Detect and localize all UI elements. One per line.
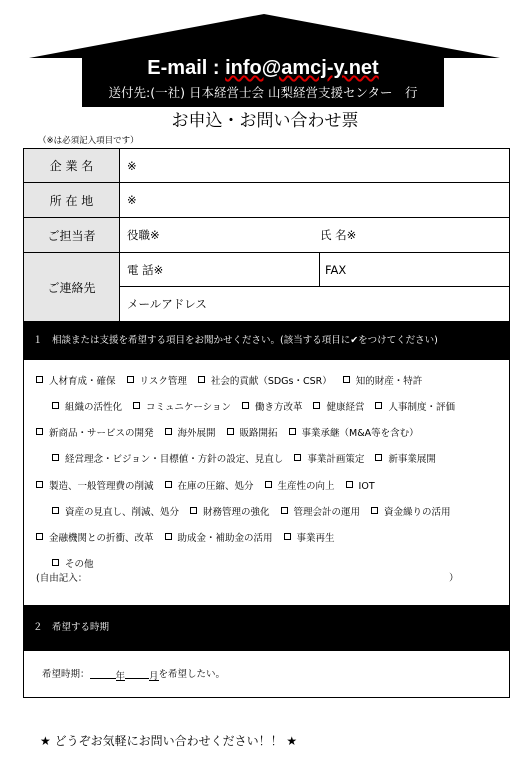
checkbox-icon[interactable]: [294, 454, 301, 461]
checkbox-label: 事業承継（M&A等を含む）: [301, 428, 419, 439]
checkbox-row: [52, 558, 105, 572]
checkbox-label: 知的財産・特許: [355, 376, 423, 387]
checkbox-item[interactable]: [52, 507, 179, 518]
destination-line: 送付先:(一社) 日本経営士会 山梨経営支援センター 行: [108, 85, 418, 100]
checkbox-item[interactable]: [343, 376, 423, 387]
checkbox-label: 海外展開: [177, 428, 216, 439]
checkbox-item[interactable]: [165, 481, 254, 492]
email-address-label: メールアドレス: [127, 297, 207, 311]
checkbox-row: [36, 427, 430, 441]
checkbox-icon[interactable]: [265, 481, 272, 488]
checkbox-label: コミュニケーション: [146, 402, 231, 413]
checkbox-label: 新商品・サービスの開発: [49, 428, 154, 439]
checkbox-icon[interactable]: [313, 402, 320, 409]
checkbox-label: 事業再生: [296, 533, 335, 544]
free-entry-label: (自由記入：: [36, 573, 88, 584]
email-label: E-mail :: [147, 57, 226, 79]
checkbox-label: 生産性の向上: [277, 481, 335, 492]
checkbox-item[interactable]: [227, 428, 278, 439]
checkbox-icon[interactable]: [242, 402, 249, 409]
checkbox-icon[interactable]: [133, 402, 140, 409]
period-label: 希望時期：: [42, 669, 90, 680]
checkbox-label: その他: [65, 559, 94, 570]
checkbox-item[interactable]: [36, 428, 154, 439]
checkbox-item[interactable]: [281, 507, 361, 518]
checkbox-icon[interactable]: [346, 481, 353, 488]
company-required-mark: ※: [127, 159, 137, 173]
address-field[interactable]: [119, 182, 510, 218]
checkbox-item[interactable]: [133, 402, 231, 413]
checkbox-item[interactable]: [52, 454, 283, 465]
period-suffix: を希望したい。: [158, 669, 226, 680]
checkbox-icon[interactable]: [284, 533, 291, 540]
contact-person-field[interactable]: [119, 217, 510, 253]
checkbox-item[interactable]: [371, 507, 451, 518]
checkbox-row: [36, 532, 346, 546]
checkbox-icon[interactable]: [36, 481, 43, 488]
checkbox-icon[interactable]: [36, 533, 43, 540]
checkbox-icon[interactable]: [52, 402, 59, 409]
section1-heading: １ 相談または支援を希望する項目をお聞かせください。(該当する項目に✔をつけてください): [23, 322, 510, 360]
checkbox-row: [52, 506, 462, 520]
checkbox-item[interactable]: [294, 454, 364, 465]
checkbox-label: 在庫の圧縮、処分: [177, 481, 254, 492]
checkbox-icon[interactable]: [198, 376, 205, 383]
checkbox-item[interactable]: [289, 428, 419, 439]
period-line: [42, 668, 225, 682]
checkbox-icon[interactable]: [289, 428, 296, 435]
checkbox-label: 経営理念・ビジョン・目標値・方針の設定、見直し: [65, 454, 284, 465]
checkbox-row: [36, 480, 386, 494]
checkbox-label: 資産の見直し、削減、処分: [65, 507, 180, 518]
checkbox-label: 資金繰りの活用: [384, 507, 451, 518]
checkbox-label: 金融機関との折衝、改革: [49, 533, 154, 544]
checkbox-label: 製造、一般管理費の削減: [49, 481, 154, 492]
checkbox-label: 働き方改革: [254, 402, 303, 413]
checkbox-label: 健康経営: [326, 402, 365, 413]
month-blank[interactable]: [125, 668, 149, 679]
checkbox-label: 人事制度・評価: [388, 402, 455, 413]
checkbox-icon[interactable]: [165, 481, 172, 488]
contact-person-label: ご担当者: [23, 217, 120, 253]
company-field[interactable]: [119, 148, 510, 183]
checkbox-item[interactable]: [313, 402, 364, 413]
address-required-mark: ※: [127, 193, 137, 207]
name-label: 氏 名※: [320, 228, 357, 242]
position-label: 役職※: [127, 228, 160, 242]
checkbox-icon[interactable]: [375, 402, 382, 409]
checkbox-label: 財務管理の強化: [203, 507, 270, 518]
checkbox-label: 人材育成・確保: [49, 376, 116, 387]
checkbox-icon[interactable]: [52, 507, 59, 514]
footer-message: ★ どうぞお気軽にお問い合わせください！！ ★: [40, 734, 298, 748]
checkbox-item[interactable]: [198, 376, 332, 387]
checkbox-label: 販路開拓: [239, 428, 278, 439]
email-link[interactable]: info@amcj-y.net: [225, 57, 379, 79]
checkbox-label: 新事業展開: [388, 454, 436, 465]
checkbox-item[interactable]: [36, 533, 154, 544]
checkbox-icon[interactable]: [165, 428, 172, 435]
checkbox-row: [52, 401, 466, 415]
page-title: お申込・お問い合わせ票: [171, 111, 359, 131]
checkbox-item[interactable]: [52, 402, 122, 413]
checkbox-item[interactable]: [346, 481, 375, 492]
checkbox-icon[interactable]: [165, 533, 172, 540]
checkbox-label: 社会的貢献（SDGs・CSR）: [210, 376, 332, 387]
free-entry-close: ）: [449, 573, 459, 584]
checkbox-item[interactable]: [375, 402, 455, 413]
checkbox-item[interactable]: [127, 376, 187, 387]
checkbox-item[interactable]: [52, 559, 94, 570]
contact-info-label: ご連絡先: [23, 252, 120, 322]
checkbox-item[interactable]: [375, 454, 436, 465]
checkbox-label: 助成金・補助金の活用: [177, 533, 273, 544]
checkbox-icon[interactable]: [371, 507, 378, 514]
checkbox-item[interactable]: [36, 481, 154, 492]
checkbox-item[interactable]: [284, 533, 335, 544]
year-blank[interactable]: [90, 668, 116, 679]
month-label: 月: [149, 671, 159, 682]
checkbox-icon[interactable]: [343, 376, 350, 383]
checkbox-label: 組織の活性化: [65, 402, 123, 413]
checkbox-label: 管理会計の運用: [293, 507, 361, 518]
section2-heading: ２ 希望する時期: [23, 605, 510, 651]
checkbox-row: [52, 453, 447, 467]
fax-label: FAX: [325, 263, 347, 277]
checkbox-label: 事業計画策定: [307, 454, 365, 465]
checkbox-icon[interactable]: [190, 507, 197, 514]
checkbox-item[interactable]: [165, 533, 273, 544]
checkbox-item[interactable]: [265, 481, 335, 492]
header-email: [82, 55, 444, 81]
address-label: 所 在 地: [23, 182, 120, 218]
fax-field[interactable]: [319, 252, 510, 287]
checkbox-icon[interactable]: [281, 507, 288, 514]
checkbox-icon[interactable]: [36, 428, 43, 435]
checkbox-item[interactable]: [36, 376, 116, 387]
checkbox-label: リスク管理: [139, 376, 187, 387]
company-label: 企 業 名: [23, 148, 120, 183]
phone-label: 電 話※: [127, 263, 164, 277]
checkbox-row: [36, 375, 433, 389]
checkbox-label: IOT: [358, 481, 375, 492]
required-note: （※は必須記入項目です）: [38, 136, 139, 146]
checkbox-item[interactable]: [242, 402, 303, 413]
checkbox-icon[interactable]: [36, 376, 43, 383]
checkbox-icon[interactable]: [127, 376, 134, 383]
checkbox-item[interactable]: [165, 428, 216, 439]
checkbox-icon[interactable]: [227, 428, 234, 435]
checkbox-icon[interactable]: [52, 454, 59, 461]
checkbox-item[interactable]: [190, 507, 270, 518]
year-label: 年: [115, 671, 126, 682]
checkbox-icon[interactable]: [375, 454, 382, 461]
checkbox-icon[interactable]: [52, 559, 59, 566]
